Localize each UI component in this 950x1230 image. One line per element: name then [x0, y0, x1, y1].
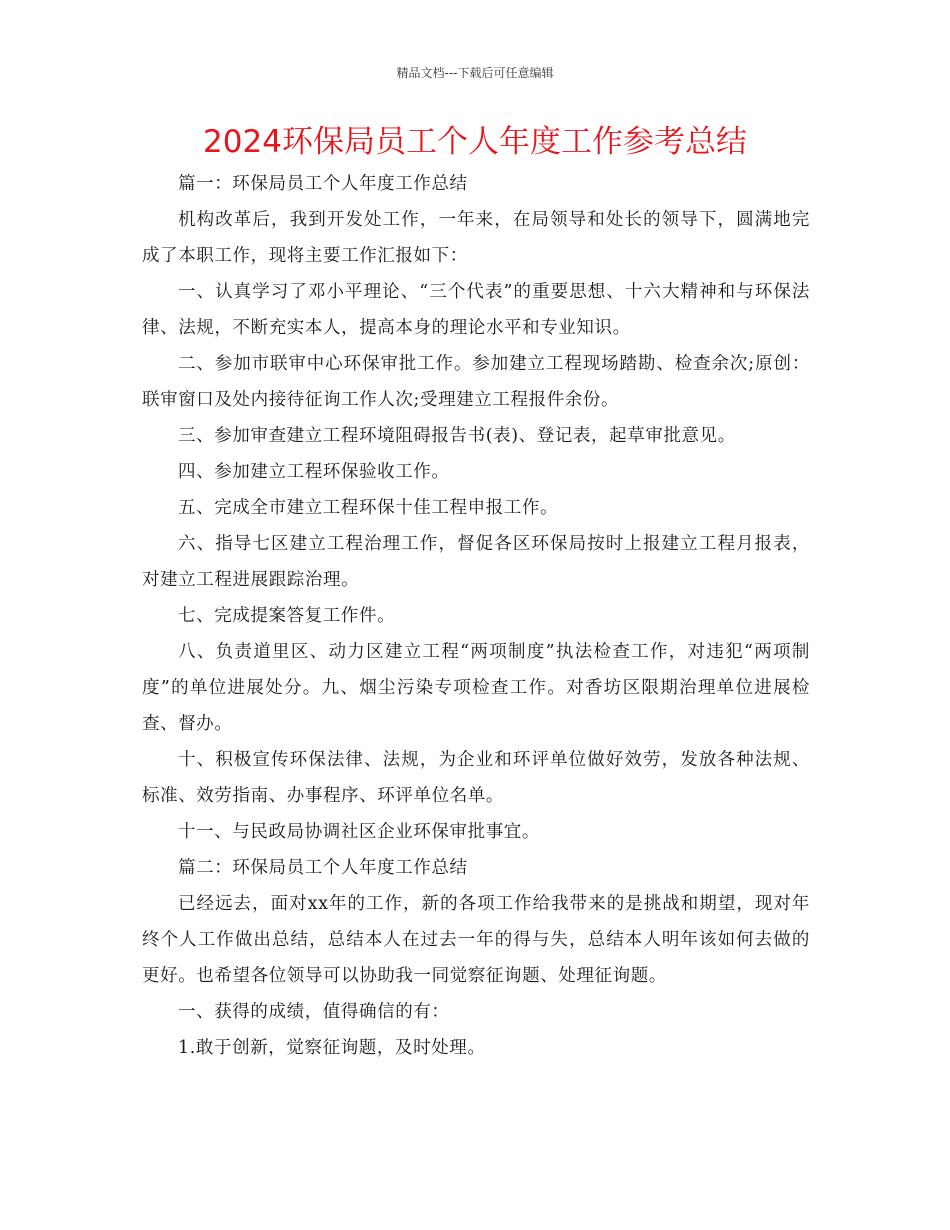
document-title: 2024环保局员工个人年度工作参考总结	[203, 124, 747, 160]
paragraph: 十一、与民政局协调社区企业环保审批事宜。	[178, 822, 540, 842]
paragraph: 一、认真学习了邓小平理论、“三个代表”的重要思想、十六大精神和与环保法律、法规，不断充实本人，提高本身的理论水平和专业知识。	[142, 282, 810, 338]
paragraph: 八、负责道里区、动力区建立工程“两项制度”执法检查工作，对违犯“两项制度”的单位进展处分。九、烟尘污染专项检查工作。对香坊区限期治理单位进展检查、督办。	[142, 642, 810, 734]
paragraph: 六、指导七区建立工程治理工作，督促各区环保局按时上报建立工程月报表，对建立工程进展跟踪治理。	[142, 534, 810, 590]
paragraph: 七、完成提案答复工作件。	[178, 606, 396, 626]
paragraph: 五、完成全市建立工程环保十佳工程申报工作。	[178, 498, 559, 518]
paragraph: 1.敢于创新，觉察征询题，及时处理。	[178, 1038, 486, 1058]
document-body	[142, 166, 810, 1066]
section-heading: 篇二：环保局员工个人年度工作总结	[178, 858, 468, 878]
paragraph: 十、积极宣传环保法律、法规，为企业和环评单位做好效劳，发放各种法规、标准、效劳指南、办事程序、环评单位名单。	[142, 750, 810, 806]
paragraph: 机构改革后，我到开发处工作，一年来，在局领导和处长的领导下，圆满地完成了本职工作，现将主要工作汇报如下：	[142, 210, 810, 266]
section-heading: 篇一：环保局员工个人年度工作总结	[178, 174, 468, 194]
paragraph: 二、参加市联审中心环保审批工作。参加建立工程现场踏勘、检查余次;原创：联审窗口及处内接待征询工作人次;受理建立工程报件余份。	[142, 354, 810, 410]
paragraph: 已经远去，面对xx年的工作，新的各项工作给我带来的是挑战和期望，现对年终个人工作做出总结，总结本人在过去一年的得与失，总结本人明年该如何去做的更好。也希望各位领导可以协助我一同觉察征询题、处理征询题。	[142, 894, 810, 986]
paragraph: 三、参加审查建立工程环境阻碍报告书(表)、登记表，起草审批意见。	[178, 426, 736, 446]
header-note: 精品文档---下载后可任意编辑	[396, 66, 554, 80]
paragraph: 一、获得的成绩，值得确信的有：	[178, 1002, 450, 1022]
paragraph: 四、参加建立工程环保验收工作。	[178, 462, 450, 482]
